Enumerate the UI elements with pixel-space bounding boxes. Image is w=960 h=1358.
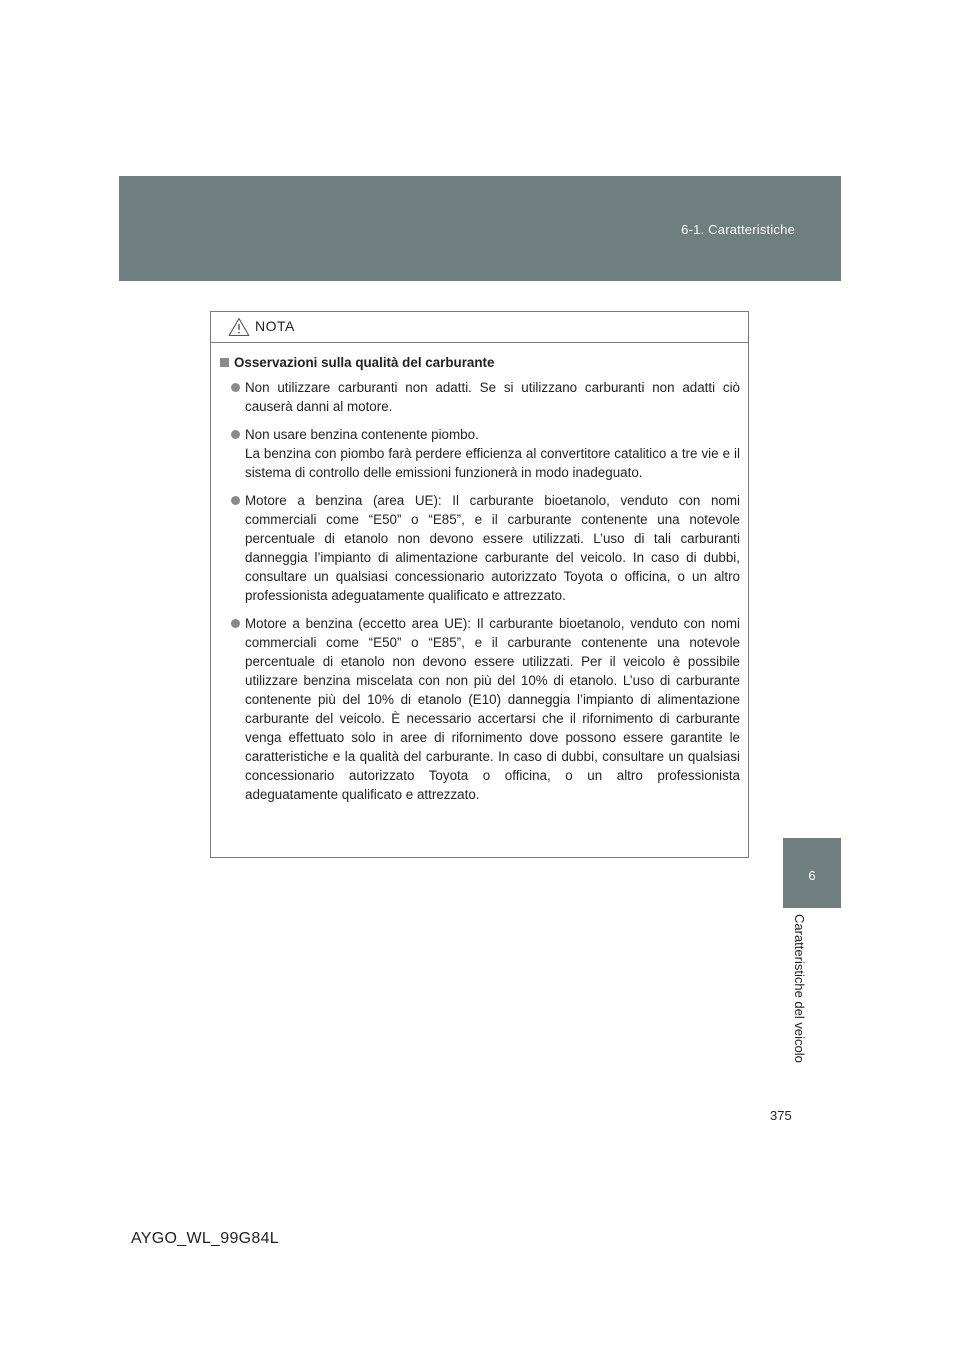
chapter-tab — [783, 838, 841, 908]
bullet-icon — [231, 430, 240, 439]
warning-triangle-icon — [228, 317, 250, 337]
paragraph: Non usare benzina contenente piombo. — [245, 427, 479, 442]
paragraph: Motore a benzina (area UE): Il carburante bioetanolo, venduto con nomi commerciali come “E50” o “E85”, e il carburante contenente una notevole percentuale di etanolo non devono essere utilizzati. L’uso di tali carburanti danneggia l’impianto di alimentazione carburante del veicolo. In caso di dubbi, consultare un qualsiasi concessionario autorizzato Toyota o officina, o un altro professionista adeguatamente qualificato e attrezzato. — [245, 493, 740, 603]
bullet-icon — [231, 619, 240, 628]
section-title: 6-1. Caratteristiche — [681, 222, 795, 237]
chapter-label: Caratteristiche del veicolo — [792, 914, 807, 1063]
page-number: 375 — [770, 1108, 792, 1123]
chapter-number: 6 — [808, 868, 816, 883]
paragraph: Non utilizzare carburanti non adatti. Se si utilizzano carburanti non adatti ciò causerà danni al motore. — [245, 380, 740, 414]
list-item-text — [245, 491, 740, 605]
bullet-icon — [231, 496, 240, 505]
list-item — [231, 425, 740, 482]
notice-box — [210, 311, 749, 858]
list-item — [231, 378, 740, 416]
doc-code: AYGO_WL_99G84L — [131, 1230, 279, 1247]
list-item-text — [245, 614, 740, 804]
list-item — [231, 491, 740, 605]
header-band — [119, 176, 841, 281]
paragraph: La benzina con piombo farà perdere efficienza al convertitore catalitico a tre vie e il sistema di controllo delle emissioni funzionerà in modo inadeguato. — [245, 446, 740, 480]
notice-subheading — [219, 353, 740, 372]
notice-title: NOTA — [255, 318, 295, 334]
list-item-text — [245, 378, 740, 416]
square-bullet-icon — [220, 358, 229, 367]
notice-header — [211, 312, 748, 343]
list-item — [231, 614, 740, 804]
subheading-text: Osservazioni sulla qualità del carburante — [234, 355, 495, 370]
paragraph: Motore a benzina (eccetto area UE): Il carburante bioetanolo, venduto con nomi commerciali come “E50” o “E85”, e il carburante contenente una notevole percentuale di etanolo non devono essere utilizzati. Per il veicolo è possibile utilizzare benzina miscelata con non più del 10% di etanolo. L’uso di carburante contenente più del 10% di etanolo (E10) danneggia l’impianto di alimentazione carburante del veicolo. È necessario accertarsi che il rifornimento di carburante venga effettuato solo in aree di rifornimento dove possono essere garantite le caratteristiche e la qualità del carburante. In caso di dubbi, consultare un qualsiasi concessionario autorizzato Toyota o officina, o un altro professionista adeguatamente qualificato e attrezzato. — [245, 616, 740, 802]
notice-body — [211, 343, 748, 804]
bullet-icon — [231, 383, 240, 392]
list-item-text — [245, 425, 740, 482]
